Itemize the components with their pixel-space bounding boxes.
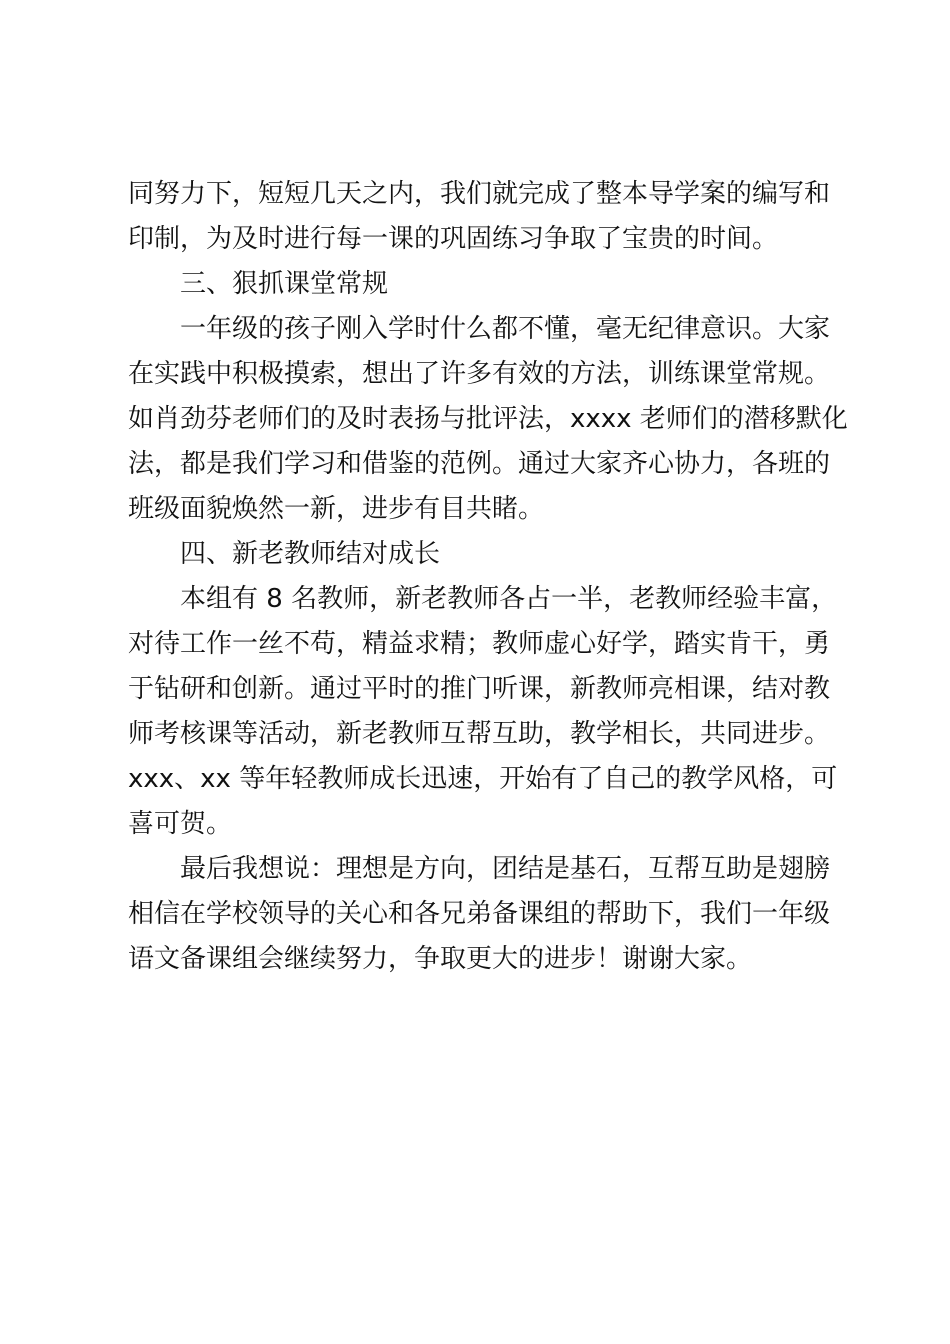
text-line: 班级面貌焕然一新，进步有目共睹。 — [128, 494, 545, 524]
text-line: 喜可贺。 — [128, 809, 233, 839]
text-line: 对待工作一丝不苟，精益求精；教师虚心好学，踏实肯干，勇 — [128, 629, 831, 659]
document-body — [128, 172, 848, 982]
text-line: 语文备课组会继续努力，争取更大的进步！谢谢大家。 — [128, 944, 753, 974]
text-line: 印制，为及时进行每一课的巩固练习争取了宝贵的时间。 — [128, 224, 779, 254]
text-line: 法，都是我们学习和借鉴的范例。通过大家齐心协力，各班的 — [128, 449, 831, 479]
text-line: 同努力下，短短几天之内，我们就完成了整本导学案的编写和 — [128, 179, 831, 209]
text-line: 师考核课等活动，新老教师互帮互助，教学相长，共同进步。 — [128, 719, 831, 749]
text-line: xxx、xx 等年轻教师成长迅速，开始有了自己的教学风格，可 — [128, 764, 838, 794]
section-heading: 三、狠抓课堂常规 — [180, 269, 389, 299]
section-heading: 四、新老教师结对成长 — [180, 539, 441, 569]
text-line: 相信在学校领导的关心和各兄弟备课组的帮助下，我们一年级 — [128, 899, 831, 929]
text-line: 最后我想说：理想是方向，团结是基石，互帮互助是翅膀 — [180, 854, 831, 884]
text-line: 如肖劲芬老师们的及时表扬与批评法，xxxx 老师们的潜移默化 — [128, 404, 848, 434]
text-line: 本组有 8 名教师，新老教师各占一半，老教师经验丰富， — [180, 584, 838, 614]
text-line: 一年级的孩子刚入学时什么都不懂，毫无纪律意识。大家 — [180, 314, 831, 344]
text-line: 在实践中积极摸索，想出了许多有效的方法，训练课堂常规。 — [128, 359, 831, 389]
text-line: 于钻研和创新。通过平时的推门听课，新教师亮相课，结对教 — [128, 674, 831, 704]
